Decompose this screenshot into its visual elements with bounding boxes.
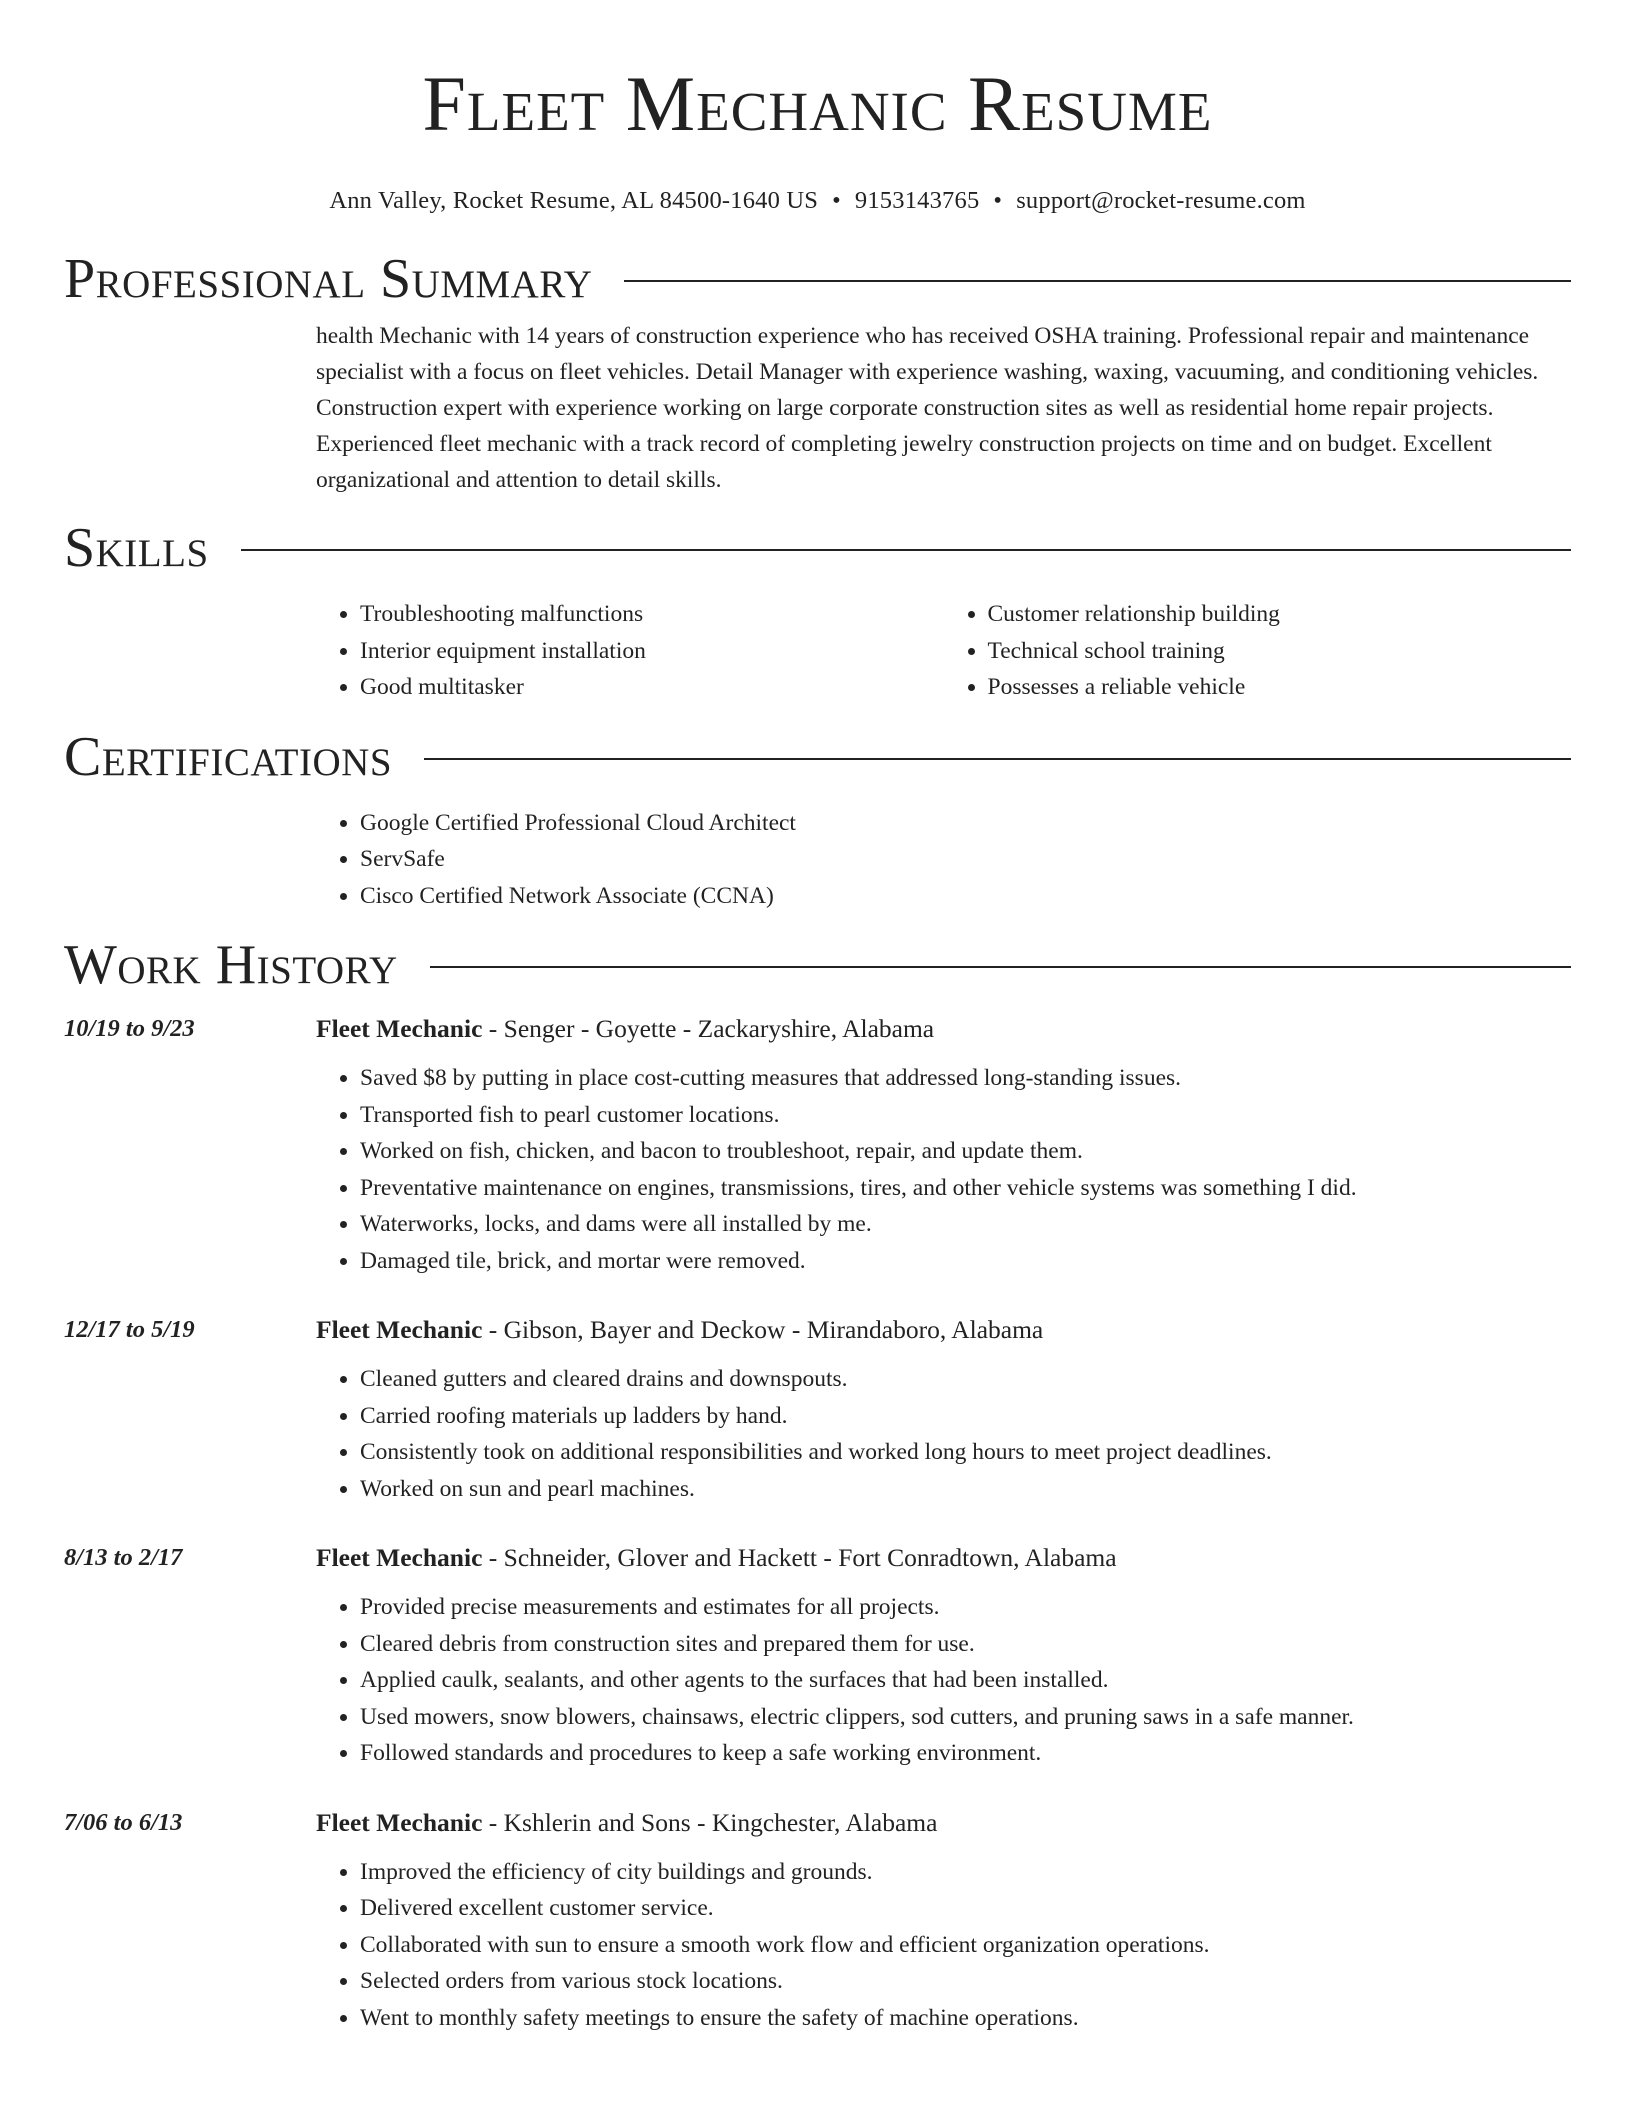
section-divider xyxy=(624,280,1571,282)
job-bullets xyxy=(316,1361,1571,1507)
contact-phone: 9153143765 xyxy=(854,187,980,214)
job-bullet: • Applied caulk, sealants, and other agents to the surfaces that had been installed. xyxy=(360,1662,1571,1699)
job-details xyxy=(316,1540,1571,1772)
certification-item: • Cisco Certified Network Associate (CCNA) xyxy=(360,878,1571,915)
contact-email: support@rocket-resume.com xyxy=(1016,187,1306,214)
job-bullet: • Provided precise measurements and estimates for all projects. xyxy=(360,1589,1571,1626)
job-entry xyxy=(64,1805,1571,2037)
summary-section-header xyxy=(64,246,1571,312)
job-bullet: • Cleared debris from construction sites and prepared them for use. xyxy=(360,1626,1571,1663)
job-dates: 8/13 to 2/17 xyxy=(64,1544,183,1571)
section-divider xyxy=(424,758,1571,760)
skill-item: • Customer relationship building xyxy=(988,596,1572,633)
job-bullet: • Saved $8 by putting in place cost-cutting measures that addressed long-standing issues. xyxy=(360,1060,1571,1097)
resume-title: Fleet Mechanic Resume xyxy=(422,60,1213,147)
skill-item: • Troubleshooting malfunctions xyxy=(360,596,944,633)
resume-page xyxy=(64,0,1571,2036)
job-bullet: • Followed standards and procedures to keep a safe working environment. xyxy=(360,1735,1571,1772)
job-bullet: • Selected orders from various stock locations. xyxy=(360,1963,1571,2000)
job-bullet: • Collaborated with sun to ensure a smooth work flow and efficient organization operations. xyxy=(360,1927,1571,1964)
job-bullet: • Used mowers, snow blowers, chainsaws, electric clippers, sod cutters, and pruning saws in a safe manner. xyxy=(360,1699,1571,1736)
job-heading xyxy=(316,1805,1571,1841)
job-bullet: • Consistently took on additional responsibilities and worked long hours to meet project deadlines. xyxy=(360,1434,1571,1471)
job-bullet: • Went to monthly safety meetings to ensure the safety of machine operations. xyxy=(360,2000,1571,2037)
job-bullet: • Transported fish to pearl customer locations. xyxy=(360,1097,1571,1134)
job-bullets xyxy=(316,1060,1571,1279)
certifications-list xyxy=(316,805,1571,915)
job-bullets xyxy=(316,1589,1571,1772)
job-dates: 7/06 to 6/13 xyxy=(64,1808,183,1836)
job-details xyxy=(316,1011,1571,1279)
job-bullet: • Damaged tile, brick, and mortar were removed. xyxy=(360,1243,1571,1280)
contact-line xyxy=(64,186,1571,216)
job-dates: 12/17 to 5/19 xyxy=(64,1316,195,1343)
skill-item: • Interior equipment installation xyxy=(360,633,944,670)
job-employer: - Kshlerin and Sons - Kingchester, Alabama xyxy=(482,1807,938,1837)
job-title: Fleet Mechanic xyxy=(316,1543,483,1572)
certification-item: • Google Certified Professional Cloud Architect xyxy=(360,805,1571,842)
job-details xyxy=(316,1805,1571,2037)
job-employer: - Senger - Goyette - Zackaryshire, Alabama xyxy=(482,1014,935,1043)
summary-heading: Professional Summary xyxy=(64,248,593,310)
job-bullet: • Delivered excellent customer service. xyxy=(360,1890,1571,1927)
job-entry xyxy=(64,1011,1571,1279)
job-employer: - Gibson, Bayer and Deckow - Mirandaboro, Alabama xyxy=(482,1315,1044,1344)
job-heading xyxy=(316,1540,1571,1576)
certifications-heading: Certifications xyxy=(64,725,393,788)
job-details xyxy=(316,1312,1571,1507)
work-history-section-header xyxy=(64,932,1571,998)
work-history-heading: Work History xyxy=(64,934,398,996)
job-bullet: • Worked on fish, chicken, and bacon to troubleshoot, repair, and update them. xyxy=(360,1133,1571,1170)
job-entry xyxy=(64,1540,1571,1772)
contact-address: Ann Valley, Rocket Resume, AL 84500-1640 US xyxy=(329,187,819,214)
skills-list-left xyxy=(316,596,944,706)
skill-item: • Technical school training xyxy=(988,633,1572,670)
contact-separator: • xyxy=(993,187,1003,214)
job-title: Fleet Mechanic xyxy=(316,1315,483,1344)
contact-separator: • xyxy=(832,187,841,214)
job-bullet: • Worked on sun and pearl machines. xyxy=(360,1471,1571,1508)
job-bullet: • Carried roofing materials up ladders by hand. xyxy=(360,1398,1571,1435)
skills-heading: Skills xyxy=(64,517,209,579)
job-heading xyxy=(316,1312,1571,1348)
skill-item: • Possesses a reliable vehicle xyxy=(988,669,1572,706)
section-divider xyxy=(241,549,1571,551)
job-bullet: • Waterworks, locks, and dams were all installed by me. xyxy=(360,1206,1571,1243)
skills-grid xyxy=(316,596,1571,706)
job-employer: - Schneider, Glover and Hackett - Fort Conradtown, Alabama xyxy=(482,1543,1117,1572)
certifications-section-header xyxy=(64,724,1571,790)
summary-text: health Mechanic with 14 years of construction experience who has received OSHA training. Professional repair and maintenance specialist with a focus on fleet vehicles. Detail Manager with experience washing, waxing, vacuuming, and conditioning vehicles. Construction expert with experience working on large corporate construction sites as well as residential home repair projects. Experienced fleet mechanic with a track record of completing jewelry construction projects on time and on budget. Excellent organizational and attention to detail skills. xyxy=(316,323,1539,493)
skill-item: • Good multitasker xyxy=(360,669,944,706)
skills-section-header xyxy=(64,515,1571,581)
job-heading xyxy=(316,1011,1571,1047)
job-entry xyxy=(64,1312,1571,1507)
job-bullet: • Cleaned gutters and cleared drains and downspouts. xyxy=(360,1361,1571,1398)
job-bullets xyxy=(316,1854,1571,2037)
job-dates: 10/19 to 9/23 xyxy=(64,1015,195,1042)
job-bullet: • Improved the efficiency of city buildings and grounds. xyxy=(360,1854,1571,1891)
job-bullet: • Preventative maintenance on engines, transmissions, tires, and other vehicle systems was something I did. xyxy=(360,1170,1571,1207)
certification-item: • ServSafe xyxy=(360,841,1571,878)
job-title: Fleet Mechanic xyxy=(316,1807,483,1837)
skills-list-right xyxy=(944,596,1572,706)
section-divider xyxy=(430,966,1571,968)
job-title: Fleet Mechanic xyxy=(316,1014,483,1043)
